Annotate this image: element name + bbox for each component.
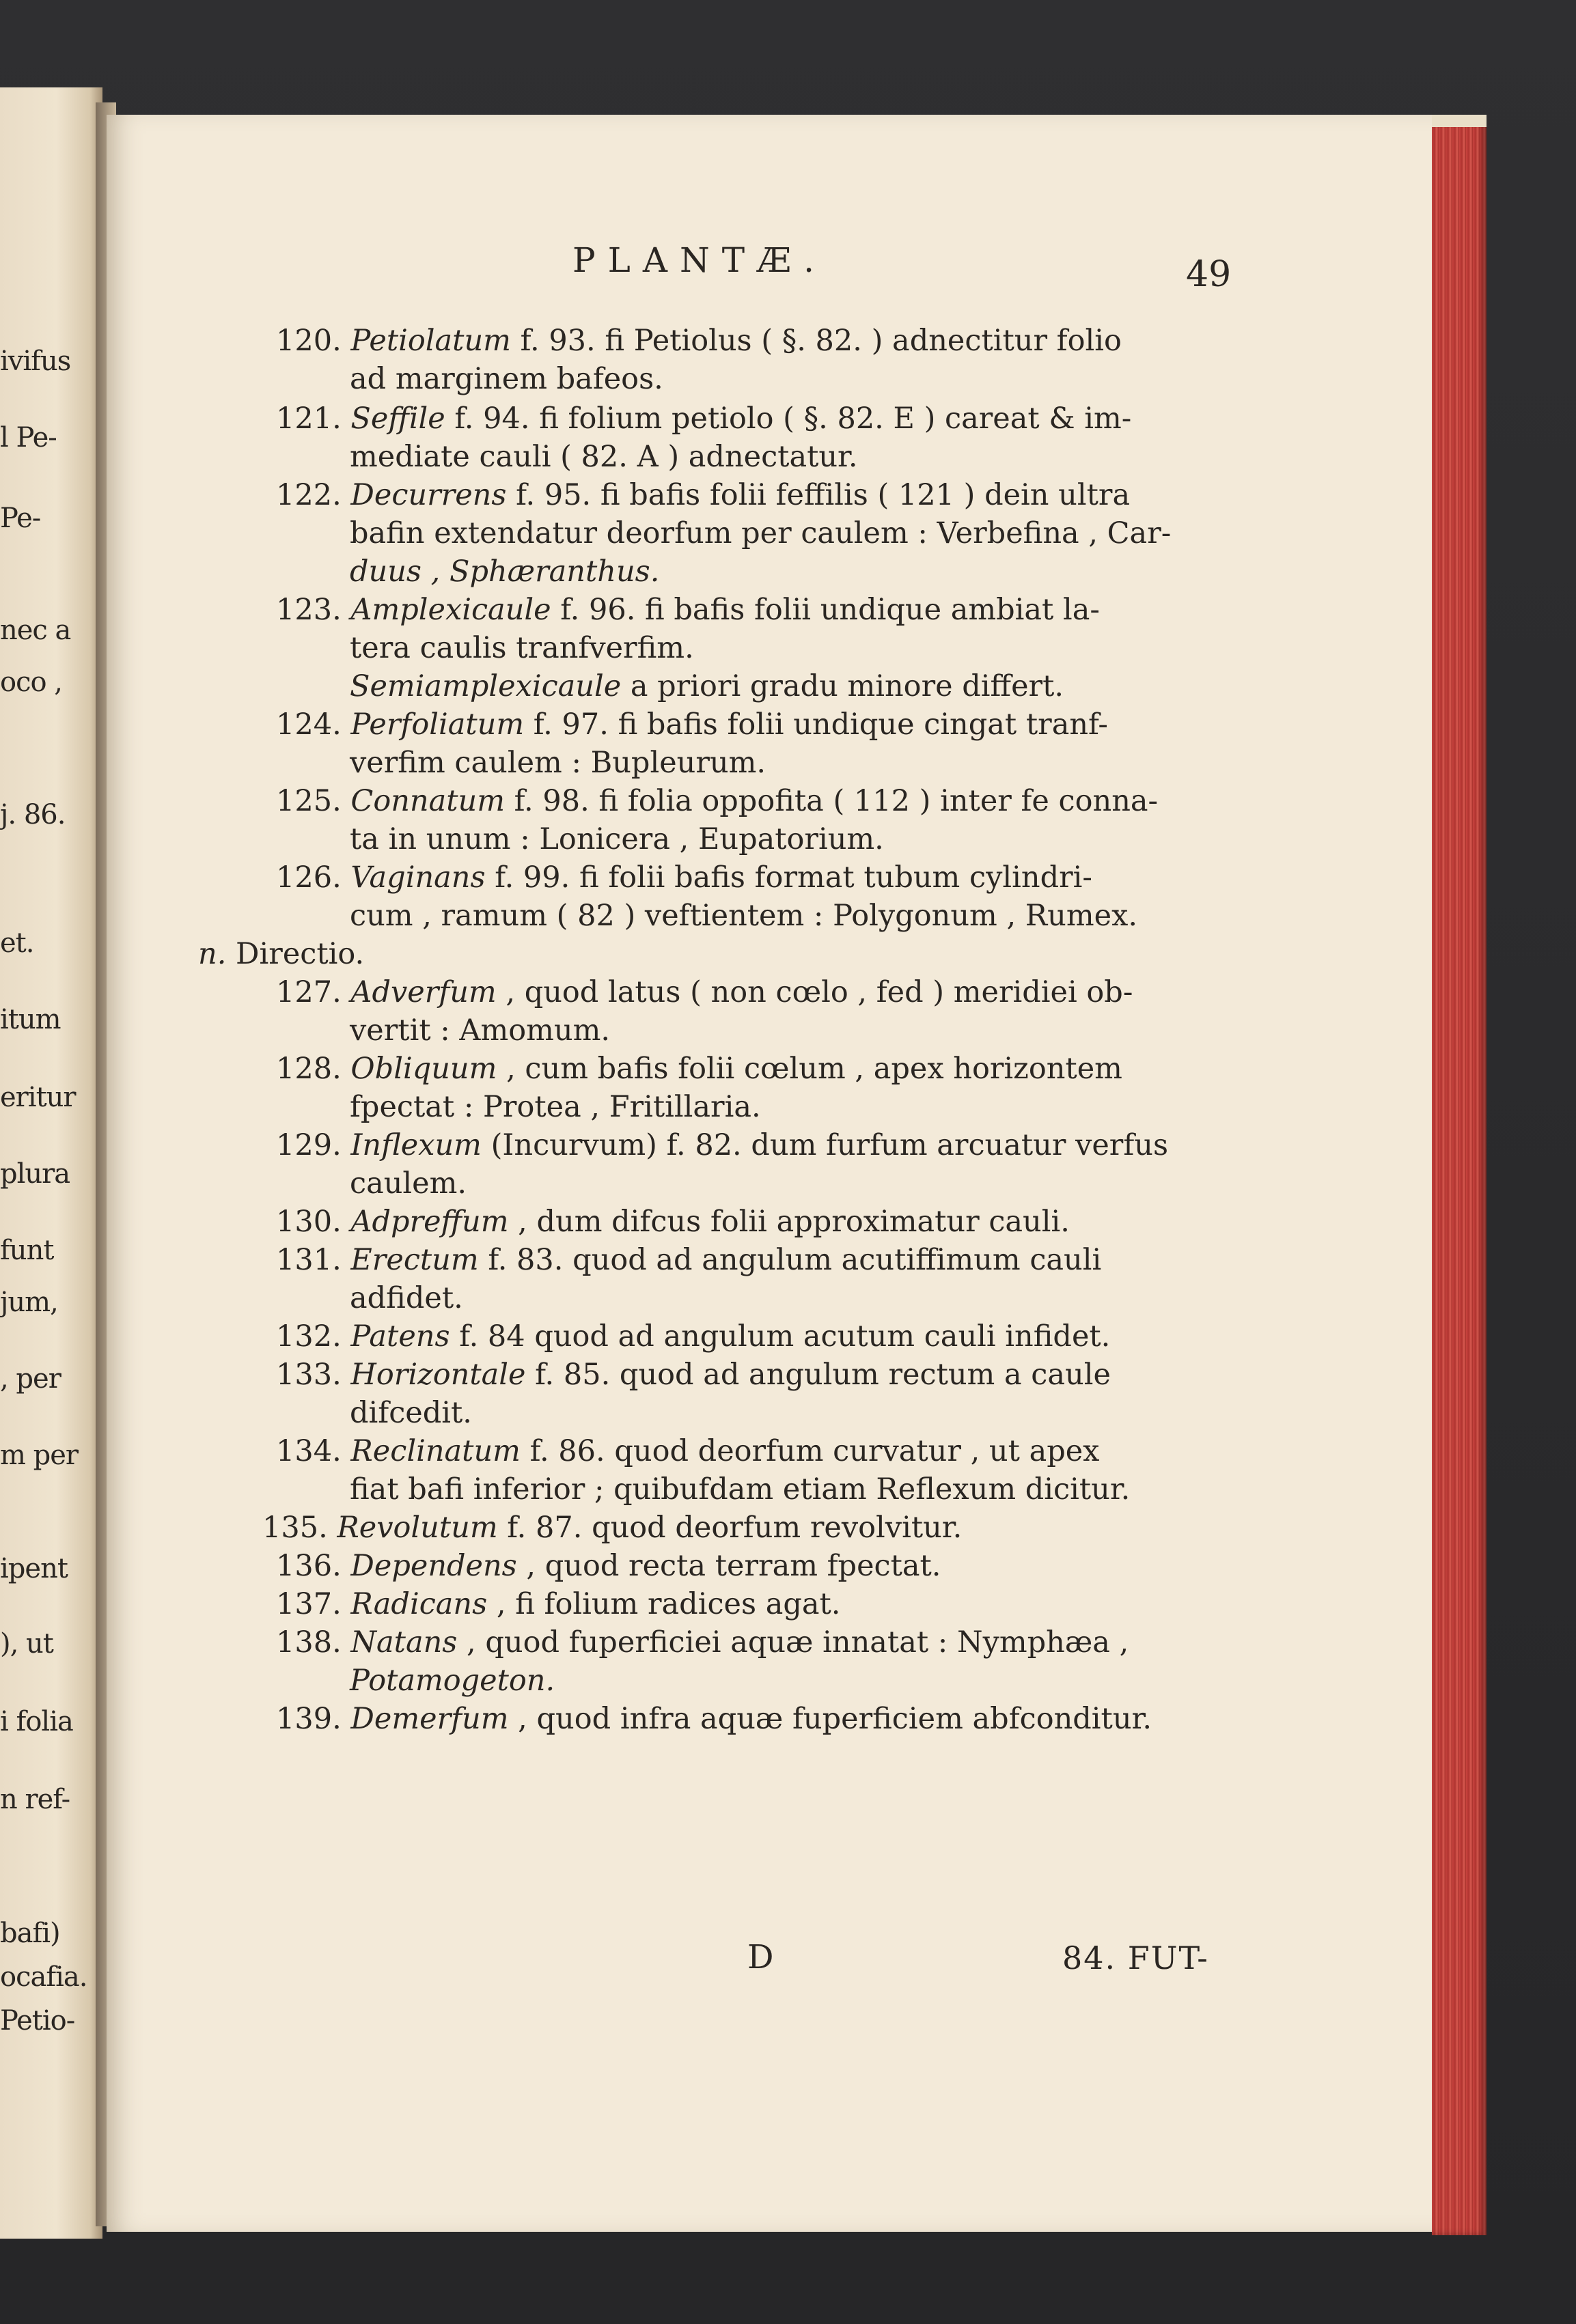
entry-130: [276, 1205, 1070, 1239]
entry-text: f. 85. quod ad angulum rectum a caule: [525, 1358, 1111, 1392]
entry-text: f. 97. fi bafis folii undique cingat tranf-: [524, 708, 1108, 742]
entry-number: 125.: [276, 784, 342, 818]
entry-number: 131.: [276, 1243, 342, 1277]
entry-number: 120.: [276, 324, 342, 358]
entry-continuation: vertit : Amomum.: [350, 1013, 611, 1048]
entry-text: (Incurvum) f. 82. dum furfum arcuatur verfus: [481, 1128, 1169, 1162]
entry-number: 122.: [276, 478, 342, 512]
entry-number: 134.: [276, 1434, 342, 1468]
entry-number: 137.: [276, 1587, 342, 1621]
entry-continuation: mediate cauli ( 82. A ) adnectatur.: [350, 440, 858, 474]
entry-137: [276, 1587, 840, 1621]
left-page-edge: [0, 87, 102, 2239]
entry-number: 138.: [276, 1625, 342, 1660]
entry-128: [276, 1052, 1122, 1086]
section-heading-directio: [198, 937, 364, 971]
entry-number: 128.: [276, 1052, 342, 1086]
entry-continuation: fpectat : Protea , Fritillaria.: [350, 1090, 761, 1124]
entry-term: Vaginans: [350, 860, 486, 895]
entry-continuation: ad marginem bafeos.: [350, 362, 663, 396]
entry-text: f. 98. fi folia oppofita ( 112 ) inter fe conna-: [504, 784, 1159, 818]
page-number: 49: [1186, 254, 1232, 295]
entry-120: [276, 324, 1122, 358]
entry-124: [276, 708, 1108, 742]
entry-138: [276, 1625, 1129, 1660]
entry-continuation-text: bafin extendatur deorfum per caulem :: [350, 516, 928, 550]
left-margin-fragment: , per: [0, 1363, 61, 1395]
entry-number: 132.: [276, 1319, 342, 1354]
entry-term: Erectum: [350, 1243, 479, 1277]
catchword: 84. FUT-: [1062, 1940, 1209, 1976]
entry-semiamplexicaule: [350, 669, 1064, 703]
entry-continuation: [350, 516, 1171, 550]
entry-134: [276, 1434, 1099, 1468]
entry-135: [262, 1511, 962, 1545]
left-margin-fragment: et.: [0, 927, 34, 959]
entry-term: Reclinatum: [350, 1434, 521, 1468]
entry-term: Decurrens: [350, 478, 507, 512]
left-margin-fragment: ipent: [0, 1553, 68, 1584]
entry-text: f. 84 quod ad angulum acutum cauli infidet.: [450, 1319, 1111, 1354]
entry-term: Connatum: [350, 784, 505, 818]
entry-continuation: caulem.: [350, 1166, 467, 1201]
entry-text: f. 93. fi Petiolus ( §. 82. ) adnectitur folio: [510, 324, 1122, 358]
entry-continuation: Potamogeton.: [350, 1664, 555, 1698]
entry-number: 130.: [276, 1205, 342, 1239]
left-margin-fragment: l Pe-: [0, 422, 57, 453]
entry-text: f. 87. quod deorfum revolvitur.: [497, 1511, 963, 1545]
entry-number: 123.: [276, 593, 342, 627]
entry-term: Natans: [350, 1625, 458, 1660]
entry-number: 126.: [276, 860, 342, 895]
entry-number: 139.: [276, 1702, 342, 1736]
page-edge-cap: [1432, 115, 1487, 127]
entry-example: Verbefina , Car-: [927, 516, 1172, 550]
entry-continuation: ta in unum : Lonicera , Eupatorium.: [350, 822, 884, 856]
entry-term: Horizontale: [350, 1358, 526, 1392]
entry-number: 127.: [276, 975, 342, 1009]
entry-139: [276, 1702, 1152, 1736]
entry-term: Patens: [350, 1319, 450, 1354]
entry-term: Dependens: [350, 1549, 517, 1583]
entry-129: [276, 1128, 1168, 1162]
signature-mark: D: [747, 1938, 774, 1976]
left-margin-fragment: Petio-: [0, 2005, 75, 2036]
entry-text: , quod recta terram fpectat.: [516, 1549, 941, 1583]
section-title: Directio.: [236, 937, 365, 971]
entry-term: Adpreffum: [350, 1205, 509, 1239]
entry-term: Obliquum: [350, 1052, 497, 1086]
entry-132: [276, 1319, 1110, 1354]
entry-133: [276, 1358, 1111, 1392]
section-letter: n.: [198, 937, 227, 971]
entry-number: 124.: [276, 708, 342, 742]
entry-text: , quod infra aquæ fuperficiem abfconditur.: [508, 1702, 1152, 1736]
entry-136: [276, 1549, 941, 1583]
entry-term: Seffile: [350, 402, 445, 436]
left-margin-fragment: plura: [0, 1158, 70, 1190]
entry-term: Adverfum: [350, 975, 497, 1009]
left-margin-fragment: m per: [0, 1440, 79, 1471]
left-margin-fragment: nec a: [0, 615, 71, 646]
entry-125: [276, 784, 1158, 818]
entry-text: f. 96. fi bafis folii undique ambiat la-: [551, 593, 1100, 627]
left-margin-fragment: itum: [0, 1004, 61, 1035]
entry-121: [276, 402, 1131, 436]
entry-continuation: verfim caulem : Bupleurum.: [350, 746, 766, 780]
entry-continuation: difcedit.: [350, 1396, 472, 1430]
entry-continuation: tera caulis tranfverfim.: [350, 631, 694, 665]
left-margin-fragment: j. 86.: [0, 799, 66, 830]
entry-continuation: cum , ramum ( 82 ) veftientem : Polygonum , Rumex.: [350, 899, 1138, 933]
entry-127: [276, 975, 1133, 1009]
entry-continuation: adfidet.: [350, 1281, 463, 1315]
entry-continuation: fiat bafi inferior ; quibufdam etiam Reflexum dicitur.: [350, 1472, 1131, 1507]
entry-term: Petiolatum: [350, 324, 511, 358]
left-margin-fragment: oco ,: [0, 667, 62, 698]
entry-term: Radicans: [350, 1587, 488, 1621]
entry-122: [276, 478, 1130, 512]
entry-text: f. 99. fi folii bafis format tubum cylindri-: [485, 860, 1092, 895]
entry-text: , quod latus ( non cœlo , fed ) meridiei ob-: [496, 975, 1133, 1009]
entry-term: Amplexicaule: [350, 593, 551, 627]
entry-text: f. 94. fi folium petiolo ( §. 82. E ) careat & im-: [445, 402, 1132, 436]
left-margin-fragment: eritur: [0, 1082, 76, 1113]
entry-text: , fi folium radices agat.: [487, 1587, 841, 1621]
entry-text: , dum difcus folii approximatur cauli.: [508, 1205, 1070, 1239]
entry-131: [276, 1243, 1101, 1277]
entry-number: 129.: [276, 1128, 342, 1162]
left-margin-fragment: ), ut: [0, 1628, 53, 1660]
entry-number: 133.: [276, 1358, 342, 1392]
entry-number: 136.: [276, 1549, 342, 1583]
entry-continuation: duus , Sphæranthus.: [350, 555, 660, 589]
left-margin-fragment: ivifus: [0, 346, 71, 377]
entry-term: Semiamplexicaule: [350, 669, 622, 703]
entry-123: [276, 593, 1100, 627]
page-edges-red: [1432, 115, 1487, 2235]
entry-text: f. 95. fi bafis folii feffilis ( 121 ) dein ultra: [506, 478, 1131, 512]
left-margin-fragment: funt: [0, 1235, 54, 1266]
entry-126: [276, 860, 1092, 895]
entry-text: f. 83. quod ad angulum acutiffimum cauli: [478, 1243, 1102, 1277]
entry-text: a priori gradu minore differt.: [621, 669, 1064, 703]
entry-term: Revolutum: [337, 1511, 498, 1545]
entry-number: 121.: [276, 402, 342, 436]
left-margin-fragment: jum,: [0, 1287, 58, 1318]
entry-term: Inflexum: [350, 1128, 482, 1162]
left-margin-fragment: bafi): [0, 1918, 60, 1949]
running-header: PLANTÆ.: [572, 240, 827, 280]
left-margin-fragment: i folia: [0, 1706, 73, 1737]
entry-term: Perfoliatum: [350, 708, 525, 742]
entry-text: , quod fuperficiei aquæ innatat : Nymphæa ,: [457, 1625, 1129, 1660]
entry-number: 135.: [262, 1511, 328, 1545]
left-margin-fragment: ocafia.: [0, 1961, 87, 1993]
entry-term: Demerfum: [350, 1702, 509, 1736]
left-margin-fragment: Pe-: [0, 503, 41, 534]
left-margin-fragment: n ref-: [0, 1784, 70, 1815]
entry-text: f. 86. quod deorfum curvatur , ut apex: [520, 1434, 1100, 1468]
entry-text: , cum bafis folii cœlum , apex horizontem: [497, 1052, 1122, 1086]
